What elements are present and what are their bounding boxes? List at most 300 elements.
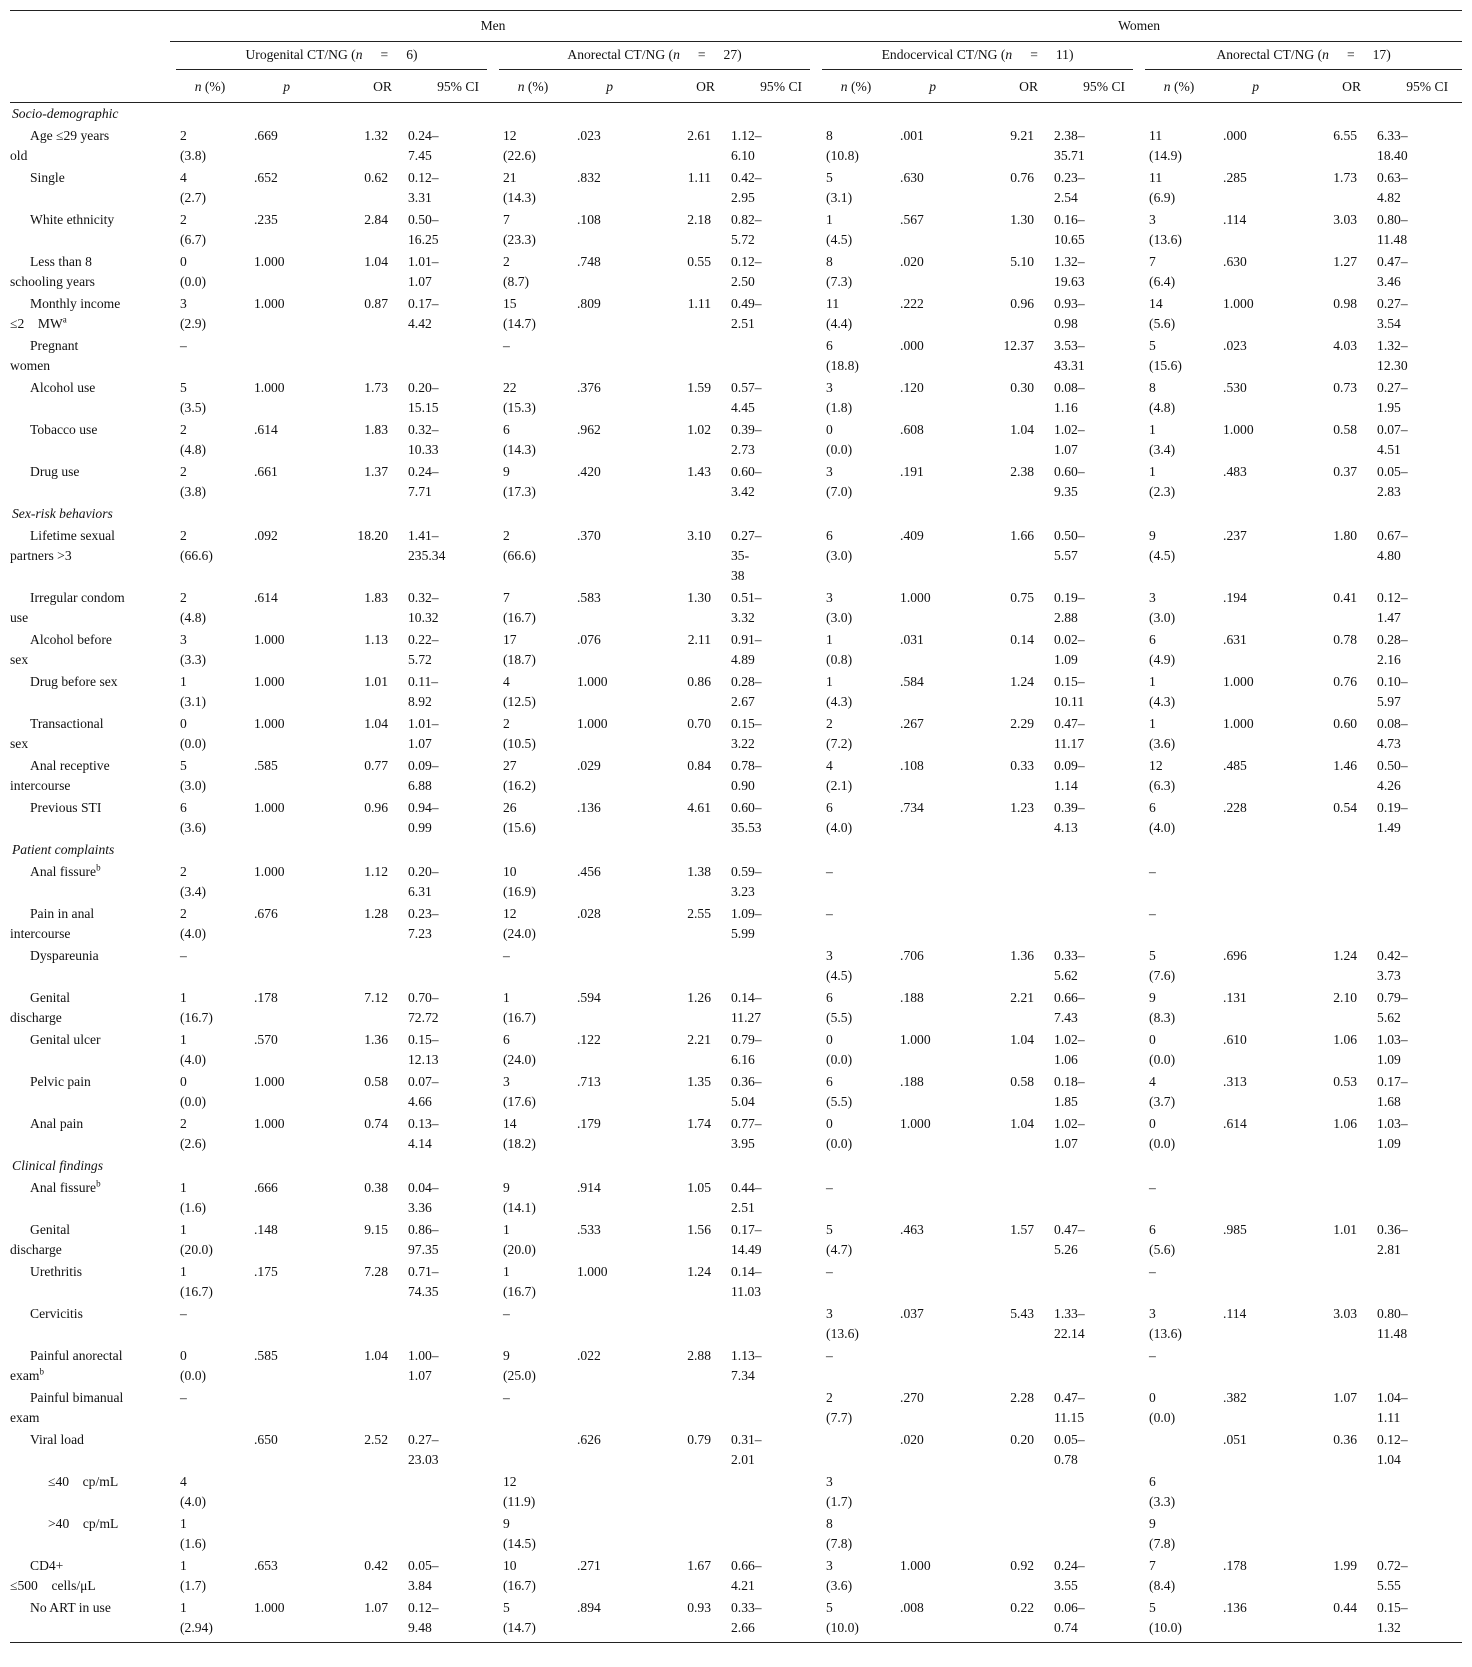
cell-p-value: [250, 861, 328, 903]
cell-odds-ratio: [974, 1555, 1052, 1597]
cell-p-value-line1: .001: [900, 128, 924, 143]
cell-ci-line1: 1.02–: [1054, 1032, 1085, 1047]
cell-n-percent-line1: 3: [1149, 590, 1156, 605]
cell-n-percent: [170, 797, 250, 839]
cell-p-value: [250, 251, 328, 293]
cell-n-percent: [816, 251, 896, 293]
cell-ci: [1375, 1345, 1462, 1387]
cell-odds-ratio: [651, 125, 729, 167]
cell-p-value: [250, 461, 328, 503]
cell-p-value: [896, 1471, 974, 1513]
cell-odds-ratio: [1297, 1029, 1375, 1071]
cell-ci-line1: 0.28–: [731, 674, 762, 689]
cell-odds-ratio-line1: 12.37: [1003, 338, 1035, 353]
cell-n-percent-line2: (14.1): [503, 1200, 536, 1215]
cell-ci-line1: 1.04–: [1377, 1390, 1408, 1405]
cell-ci-line1: 0.80–: [1377, 1306, 1408, 1321]
cell-ci-line1: 0.36–: [731, 1074, 762, 1089]
cell-odds-ratio-line1: 0.76: [1010, 170, 1035, 185]
cell-p-value: [250, 1429, 328, 1471]
row-label: [10, 1071, 170, 1113]
cell-ci-line2: 23.03: [408, 1452, 439, 1467]
cell-n-percent: [493, 1177, 573, 1219]
cell-odds-ratio-line1: 2.21: [1010, 990, 1035, 1005]
cell-n-percent-line2: (7.2): [826, 736, 853, 751]
cell-p-value-line1: .463: [900, 1222, 924, 1237]
cell-n-percent-line1: 6: [826, 528, 833, 543]
section-title: Sex-risk behaviors: [12, 506, 113, 521]
cell-p-value: [1219, 1261, 1297, 1303]
cell-n-percent-line1: 1: [1149, 422, 1156, 437]
cell-n-percent: [816, 1513, 896, 1555]
cell-p-value-line1: .894: [577, 1600, 601, 1615]
cell-ci: [406, 1303, 493, 1345]
cell-odds-ratio: [651, 987, 729, 1029]
cell-n-percent-line2: (20.0): [180, 1242, 213, 1257]
cell-n-percent-line2: (4.0): [180, 1052, 207, 1067]
cell-odds-ratio-line1: 1.06: [1333, 1032, 1358, 1047]
cell-ci-line2: 11.27: [731, 1010, 762, 1025]
row-label: [10, 1261, 170, 1303]
cell-ci: [406, 525, 493, 587]
cell-p-value-line1: 1.000: [254, 296, 285, 311]
cell-ci: [1052, 461, 1139, 503]
cell-odds-ratio-line1: 0.58: [364, 1074, 388, 1089]
cell-ci: [406, 945, 493, 987]
cell-odds-ratio-line1: 2.61: [687, 128, 711, 143]
cell-odds-ratio: [328, 987, 406, 1029]
cell-odds-ratio: [651, 293, 729, 335]
cell-odds-ratio: [651, 377, 729, 419]
cell-ci: [729, 1387, 816, 1429]
row-label-line1: Dyspareunia: [30, 948, 99, 963]
header-group-label: Anorectal CT/NG (: [567, 46, 674, 62]
cell-odds-ratio-line1: 0.96: [364, 800, 388, 815]
cell-n-percent-line1: 0: [180, 1074, 187, 1089]
cell-odds-ratio: [1297, 167, 1375, 209]
cell-n-percent-line2: (2.9): [180, 316, 207, 331]
cell-n-percent-line1: 2: [180, 464, 187, 479]
cell-ci-line2: 5.72: [408, 652, 432, 667]
cell-ci: [1375, 903, 1462, 945]
cell-n-percent-line1: 0: [826, 422, 833, 437]
cell-n-percent: [170, 1345, 250, 1387]
cell-p-value: [896, 987, 974, 1029]
cell-ci-line1: 0.15–: [731, 716, 762, 731]
cell-n-percent: [1139, 1219, 1219, 1261]
cell-n-percent: [816, 1303, 896, 1345]
cell-p-value-line1: .175: [254, 1264, 278, 1279]
cell-n-percent-line1: 1: [180, 1222, 187, 1237]
row-label: [10, 335, 170, 377]
cell-p-value: [250, 1303, 328, 1345]
cell-ci: [1052, 1029, 1139, 1071]
col-header-n-italic: n: [194, 79, 202, 94]
cell-p-value: [250, 167, 328, 209]
cell-odds-ratio: [328, 1555, 406, 1597]
cell-p-value: [573, 861, 651, 903]
cell-p-value: [896, 293, 974, 335]
cell-n-percent: [493, 1345, 573, 1387]
cell-n-percent-line1: 9: [1149, 528, 1156, 543]
cell-p-value-line1: .023: [1223, 338, 1247, 353]
cell-n-percent: [816, 797, 896, 839]
cell-n-percent-line2: (2.6): [180, 1136, 207, 1151]
cell-odds-ratio-line1: 0.84: [687, 758, 711, 773]
cell-n-percent: [816, 1597, 896, 1643]
cell-ci: [406, 251, 493, 293]
cell-ci-line1: 0.06–: [1054, 1600, 1085, 1615]
cell-p-value-line1: .194: [1223, 590, 1247, 605]
cell-p-value: [1219, 861, 1297, 903]
cell-n-percent: [170, 167, 250, 209]
cell-n-percent-line1: 2: [826, 1390, 833, 1405]
cell-p-value-line1: 1.000: [577, 674, 608, 689]
cell-n-percent: [1139, 755, 1219, 797]
cell-odds-ratio: [328, 1261, 406, 1303]
row-label: [10, 903, 170, 945]
cell-n-percent-line1: 3: [826, 948, 833, 963]
cell-odds-ratio-line1: 1.04: [364, 254, 388, 269]
cell-odds-ratio: [974, 861, 1052, 903]
cell-ci-line2: 2.67: [731, 694, 755, 709]
cell-ci-line1: 0.09–: [1054, 758, 1085, 773]
cell-n-percent-line1: 4: [826, 758, 833, 773]
cell-n-percent: [170, 1597, 250, 1643]
cell-n-percent: [170, 861, 250, 903]
cell-odds-ratio-line1: 1.24: [687, 1264, 711, 1279]
cell-odds-ratio: [974, 461, 1052, 503]
cell-ci-line1: 0.02–: [1054, 632, 1085, 647]
cell-n-percent-line1: 3: [180, 296, 187, 311]
cell-odds-ratio: [651, 713, 729, 755]
cell-ci-line1: 0.31–: [731, 1432, 762, 1447]
cell-n-percent: [816, 293, 896, 335]
cell-n-percent-line2: (0.0): [826, 1136, 853, 1151]
cell-ci: [729, 671, 816, 713]
cell-ci-line2: 9.48: [408, 1620, 432, 1635]
cell-ci: [1052, 1071, 1139, 1113]
cell-p-value: [896, 1597, 974, 1643]
cell-p-value: [573, 1597, 651, 1643]
cell-n-percent-line1: 8: [1149, 380, 1156, 395]
cell-p-value: [1219, 377, 1297, 419]
table-row: [10, 377, 1462, 419]
header-women: Women: [816, 11, 1462, 42]
cell-n-percent-line2: (4.3): [1149, 694, 1176, 709]
cell-p-value: [250, 1029, 328, 1071]
cell-ci: [406, 1177, 493, 1219]
cell-ci-line2: 9.35: [1054, 484, 1078, 499]
cell-ci: [1375, 629, 1462, 671]
cell-n-percent-line1: 5: [1149, 948, 1156, 963]
cell-ci-line2: 7.43: [1054, 1010, 1078, 1025]
cell-n-percent: [816, 525, 896, 587]
cell-p-value: [896, 335, 974, 377]
cell-p-value: [1219, 1071, 1297, 1113]
cell-ci-line2: 1.49: [1377, 820, 1401, 835]
cell-n-percent: [170, 335, 250, 377]
cell-n-percent-line2: (3.6): [180, 820, 207, 835]
cell-odds-ratio: [1297, 671, 1375, 713]
cell-p-value: [896, 1113, 974, 1155]
table-row: [10, 671, 1462, 713]
cell-n-percent: [170, 125, 250, 167]
cell-p-value-line1: .650: [254, 1432, 278, 1447]
cell-p-value: [1219, 945, 1297, 987]
header-group-count: 17): [1372, 46, 1391, 62]
cell-odds-ratio: [1297, 797, 1375, 839]
cell-odds-ratio: [1297, 419, 1375, 461]
col-header-ci: 95% CI: [1052, 72, 1139, 103]
cell-n-percent: [1139, 987, 1219, 1029]
cell-odds-ratio: [1297, 587, 1375, 629]
cell-ci-line1: 1.09–: [731, 906, 762, 921]
cell-n-percent: [170, 377, 250, 419]
cell-odds-ratio: [1297, 1177, 1375, 1219]
table-body: [10, 103, 1462, 1643]
cell-odds-ratio: [1297, 1261, 1375, 1303]
cell-odds-ratio: [328, 209, 406, 251]
cell-ci: [406, 861, 493, 903]
cell-n-percent-line2: (15.6): [1149, 358, 1182, 373]
cell-n-percent-line2: (2.1): [826, 778, 853, 793]
cell-odds-ratio: [1297, 1513, 1375, 1555]
cell-odds-ratio-line1: 2.52: [364, 1432, 388, 1447]
cell-odds-ratio-line1: 1.04: [364, 716, 388, 731]
cell-ci: [1375, 755, 1462, 797]
cell-ci-line2: 4.51: [1377, 442, 1401, 457]
cell-ci-line2: 6.16: [731, 1052, 755, 1067]
cell-ci: [729, 167, 816, 209]
cell-ci: [1375, 1597, 1462, 1643]
cell-p-value: [573, 1555, 651, 1597]
cell-odds-ratio: [651, 629, 729, 671]
cell-odds-ratio: [1297, 1303, 1375, 1345]
cell-n-percent: [170, 755, 250, 797]
cell-odds-ratio: [974, 125, 1052, 167]
cell-ci: [1052, 1113, 1139, 1155]
cell-odds-ratio-line1: 1.66: [1010, 528, 1035, 543]
cell-odds-ratio-line1: 0.30: [1010, 380, 1035, 395]
cell-n-percent-line1: 4: [180, 170, 187, 185]
cell-n-percent: [816, 1177, 896, 1219]
cell-n-percent: [816, 1387, 896, 1429]
cell-odds-ratio: [1297, 1429, 1375, 1471]
cell-p-value: [1219, 903, 1297, 945]
cell-p-value-line1: .228: [1223, 800, 1247, 815]
cell-odds-ratio: [651, 525, 729, 587]
cell-n-percent-line1: 2: [180, 864, 187, 879]
cell-p-value-line1: 1.000: [254, 1074, 285, 1089]
cell-p-value: [573, 293, 651, 335]
cell-p-value: [896, 903, 974, 945]
cell-n-percent: [493, 1303, 573, 1345]
cell-odds-ratio: [328, 1597, 406, 1643]
cell-odds-ratio-line1: 1.46: [1333, 758, 1358, 773]
cell-n-percent-line2: (16.7): [180, 1010, 213, 1025]
cell-n-percent: [1139, 945, 1219, 987]
cell-n-percent-line2: (18.2): [503, 1136, 536, 1151]
cell-n-percent-line2: (18.7): [503, 652, 536, 667]
cell-odds-ratio-line1: 1.36: [364, 1032, 388, 1047]
results-table: [10, 10, 1462, 1643]
cell-ci-line2: 1.85: [1054, 1094, 1078, 1109]
cell-n-percent: [493, 525, 573, 587]
cell-p-value-line1: .020: [900, 1432, 924, 1447]
cell-ci: [406, 461, 493, 503]
cell-n-percent: [816, 945, 896, 987]
cell-p-value-line1: .669: [254, 128, 278, 143]
row-label: [10, 587, 170, 629]
cell-n-percent: [816, 713, 896, 755]
cell-ci-line2: 6.31: [408, 884, 432, 899]
cell-ci: [1052, 1555, 1139, 1597]
cell-ci-line2: 10.33: [408, 442, 439, 457]
cell-odds-ratio: [1297, 1113, 1375, 1155]
cell-p-value: [1219, 1219, 1297, 1261]
cell-ci-line1: 1.00–: [408, 1348, 439, 1363]
cell-n-percent: [493, 1429, 573, 1471]
cell-ci: [406, 1387, 493, 1429]
cell-p-value: [1219, 1113, 1297, 1155]
col-header-n-suffix: (%): [201, 79, 226, 94]
table-row: [10, 945, 1462, 987]
cell-ci-line2: 10.11: [1054, 694, 1085, 709]
cell-n-percent-line1: 3: [826, 1558, 833, 1573]
cell-p-value: [573, 125, 651, 167]
cell-p-value: [896, 461, 974, 503]
cell-odds-ratio: [328, 1471, 406, 1513]
cell-n-percent-line1: 9: [1149, 990, 1156, 1005]
cell-p-value-line1: 1.000: [254, 632, 285, 647]
cell-n-percent-line1: 1: [180, 1558, 187, 1573]
cell-n-percent-line2: (3.0): [826, 548, 853, 563]
cell-n-percent-line1: 1: [180, 990, 187, 1005]
header-group-count: 11): [1055, 46, 1074, 62]
cell-p-value-line1: .008: [900, 1600, 924, 1615]
cell-n-percent-line2: (1.7): [180, 1578, 207, 1593]
cell-odds-ratio-line1: 3.03: [1333, 212, 1358, 227]
row-label-line1: Monthly income: [30, 296, 121, 311]
cell-ci-line2: 2.54: [1054, 190, 1078, 205]
cell-n-percent-line2: (3.6): [826, 1578, 853, 1593]
cell-n-percent-line2: (7.6): [1149, 968, 1176, 983]
cell-ci-line2: 7.23: [408, 926, 432, 941]
cell-ci-line1: 0.72–: [1377, 1558, 1408, 1573]
col-header-n-italic: n: [840, 79, 848, 94]
cell-p-value: [250, 525, 328, 587]
cell-p-value: [250, 1071, 328, 1113]
cell-odds-ratio: [651, 1219, 729, 1261]
cell-odds-ratio: [328, 1177, 406, 1219]
cell-odds-ratio: [328, 1071, 406, 1113]
cell-ci: [1375, 1387, 1462, 1429]
cell-odds-ratio: [651, 945, 729, 987]
cell-n-percent: [1139, 1261, 1219, 1303]
cell-ci: [406, 713, 493, 755]
table-row: [10, 1113, 1462, 1155]
cell-n-percent-line1: –: [1149, 906, 1156, 921]
cell-p-value: [896, 713, 974, 755]
header-corner-3: [10, 72, 170, 103]
table-row: [10, 419, 1462, 461]
cell-p-value-line1: 1.000: [1223, 296, 1254, 311]
cell-odds-ratio-line1: 1.35: [687, 1074, 711, 1089]
cell-n-percent-line1: 8: [826, 128, 833, 143]
cell-n-percent-line2: (2.94): [180, 1620, 213, 1635]
cell-n-percent-line1: 21: [503, 170, 517, 185]
cell-p-value-line1: .614: [254, 422, 278, 437]
cell-p-value: [250, 1219, 328, 1261]
cell-ci-line2: 2.51: [731, 316, 755, 331]
cell-n-percent-line1: 7: [1149, 1558, 1156, 1573]
row-label-line2: ≤500 cells/μL: [10, 1578, 96, 1593]
cell-ci: [729, 1513, 816, 1555]
cell-n-percent: [170, 419, 250, 461]
cell-odds-ratio: [651, 903, 729, 945]
cell-ci-line1: 0.10–: [1377, 674, 1408, 689]
cell-ci: [729, 1555, 816, 1597]
cell-ci-line1: 0.05–: [1377, 464, 1408, 479]
cell-ci: [729, 1219, 816, 1261]
cell-p-value: [896, 587, 974, 629]
row-label: [10, 377, 170, 419]
cell-odds-ratio: [328, 125, 406, 167]
cell-p-value: [1219, 1345, 1297, 1387]
cell-n-percent-line1: 12: [503, 1474, 517, 1489]
cell-n-percent-line1: 2: [826, 716, 833, 731]
row-label-line1: Alcohol before: [30, 632, 112, 647]
cell-p-value: [250, 209, 328, 251]
cell-odds-ratio: [328, 755, 406, 797]
cell-p-value-line1: .585: [254, 758, 278, 773]
cell-p-value-line1: .114: [1223, 212, 1247, 227]
cell-n-percent: [1139, 419, 1219, 461]
cell-p-value: [896, 1387, 974, 1429]
cell-n-percent: [1139, 1597, 1219, 1643]
cell-odds-ratio: [1297, 125, 1375, 167]
cell-ci-line1: 0.08–: [1377, 716, 1408, 731]
cell-ci-line1: 0.42–: [1377, 948, 1408, 963]
cell-odds-ratio: [1297, 1219, 1375, 1261]
cell-ci-line1: 0.27–: [1377, 380, 1408, 395]
cell-ci: [406, 1071, 493, 1113]
cell-p-value: [1219, 1471, 1297, 1513]
cell-ci-line2: 8.92: [408, 694, 432, 709]
cell-ci: [1052, 1177, 1139, 1219]
cell-n-percent-line2: (14.5): [503, 1536, 536, 1551]
cell-p-value-line1: .626: [577, 1432, 601, 1447]
cell-p-value: [1219, 419, 1297, 461]
cell-n-percent-line1: 1: [1149, 674, 1156, 689]
cell-ci-line1: 0.39–: [1054, 800, 1085, 815]
cell-ci-line1: 0.12–: [731, 254, 762, 269]
cell-n-percent: [1139, 167, 1219, 209]
row-label-line2: discharge: [10, 1242, 62, 1257]
col-header-p: p: [896, 72, 974, 103]
cell-n-percent-line1: 1: [180, 1600, 187, 1615]
cell-p-value: [573, 797, 651, 839]
cell-ci: [1375, 1219, 1462, 1261]
cell-n-percent-line2: (8.7): [503, 274, 530, 289]
cell-odds-ratio: [651, 1597, 729, 1643]
cell-n-percent: [816, 671, 896, 713]
cell-ci: [1375, 671, 1462, 713]
cell-odds-ratio: [974, 377, 1052, 419]
row-label-line1: Pregnant: [30, 338, 79, 353]
cell-n-percent-line1: 12: [503, 906, 517, 921]
